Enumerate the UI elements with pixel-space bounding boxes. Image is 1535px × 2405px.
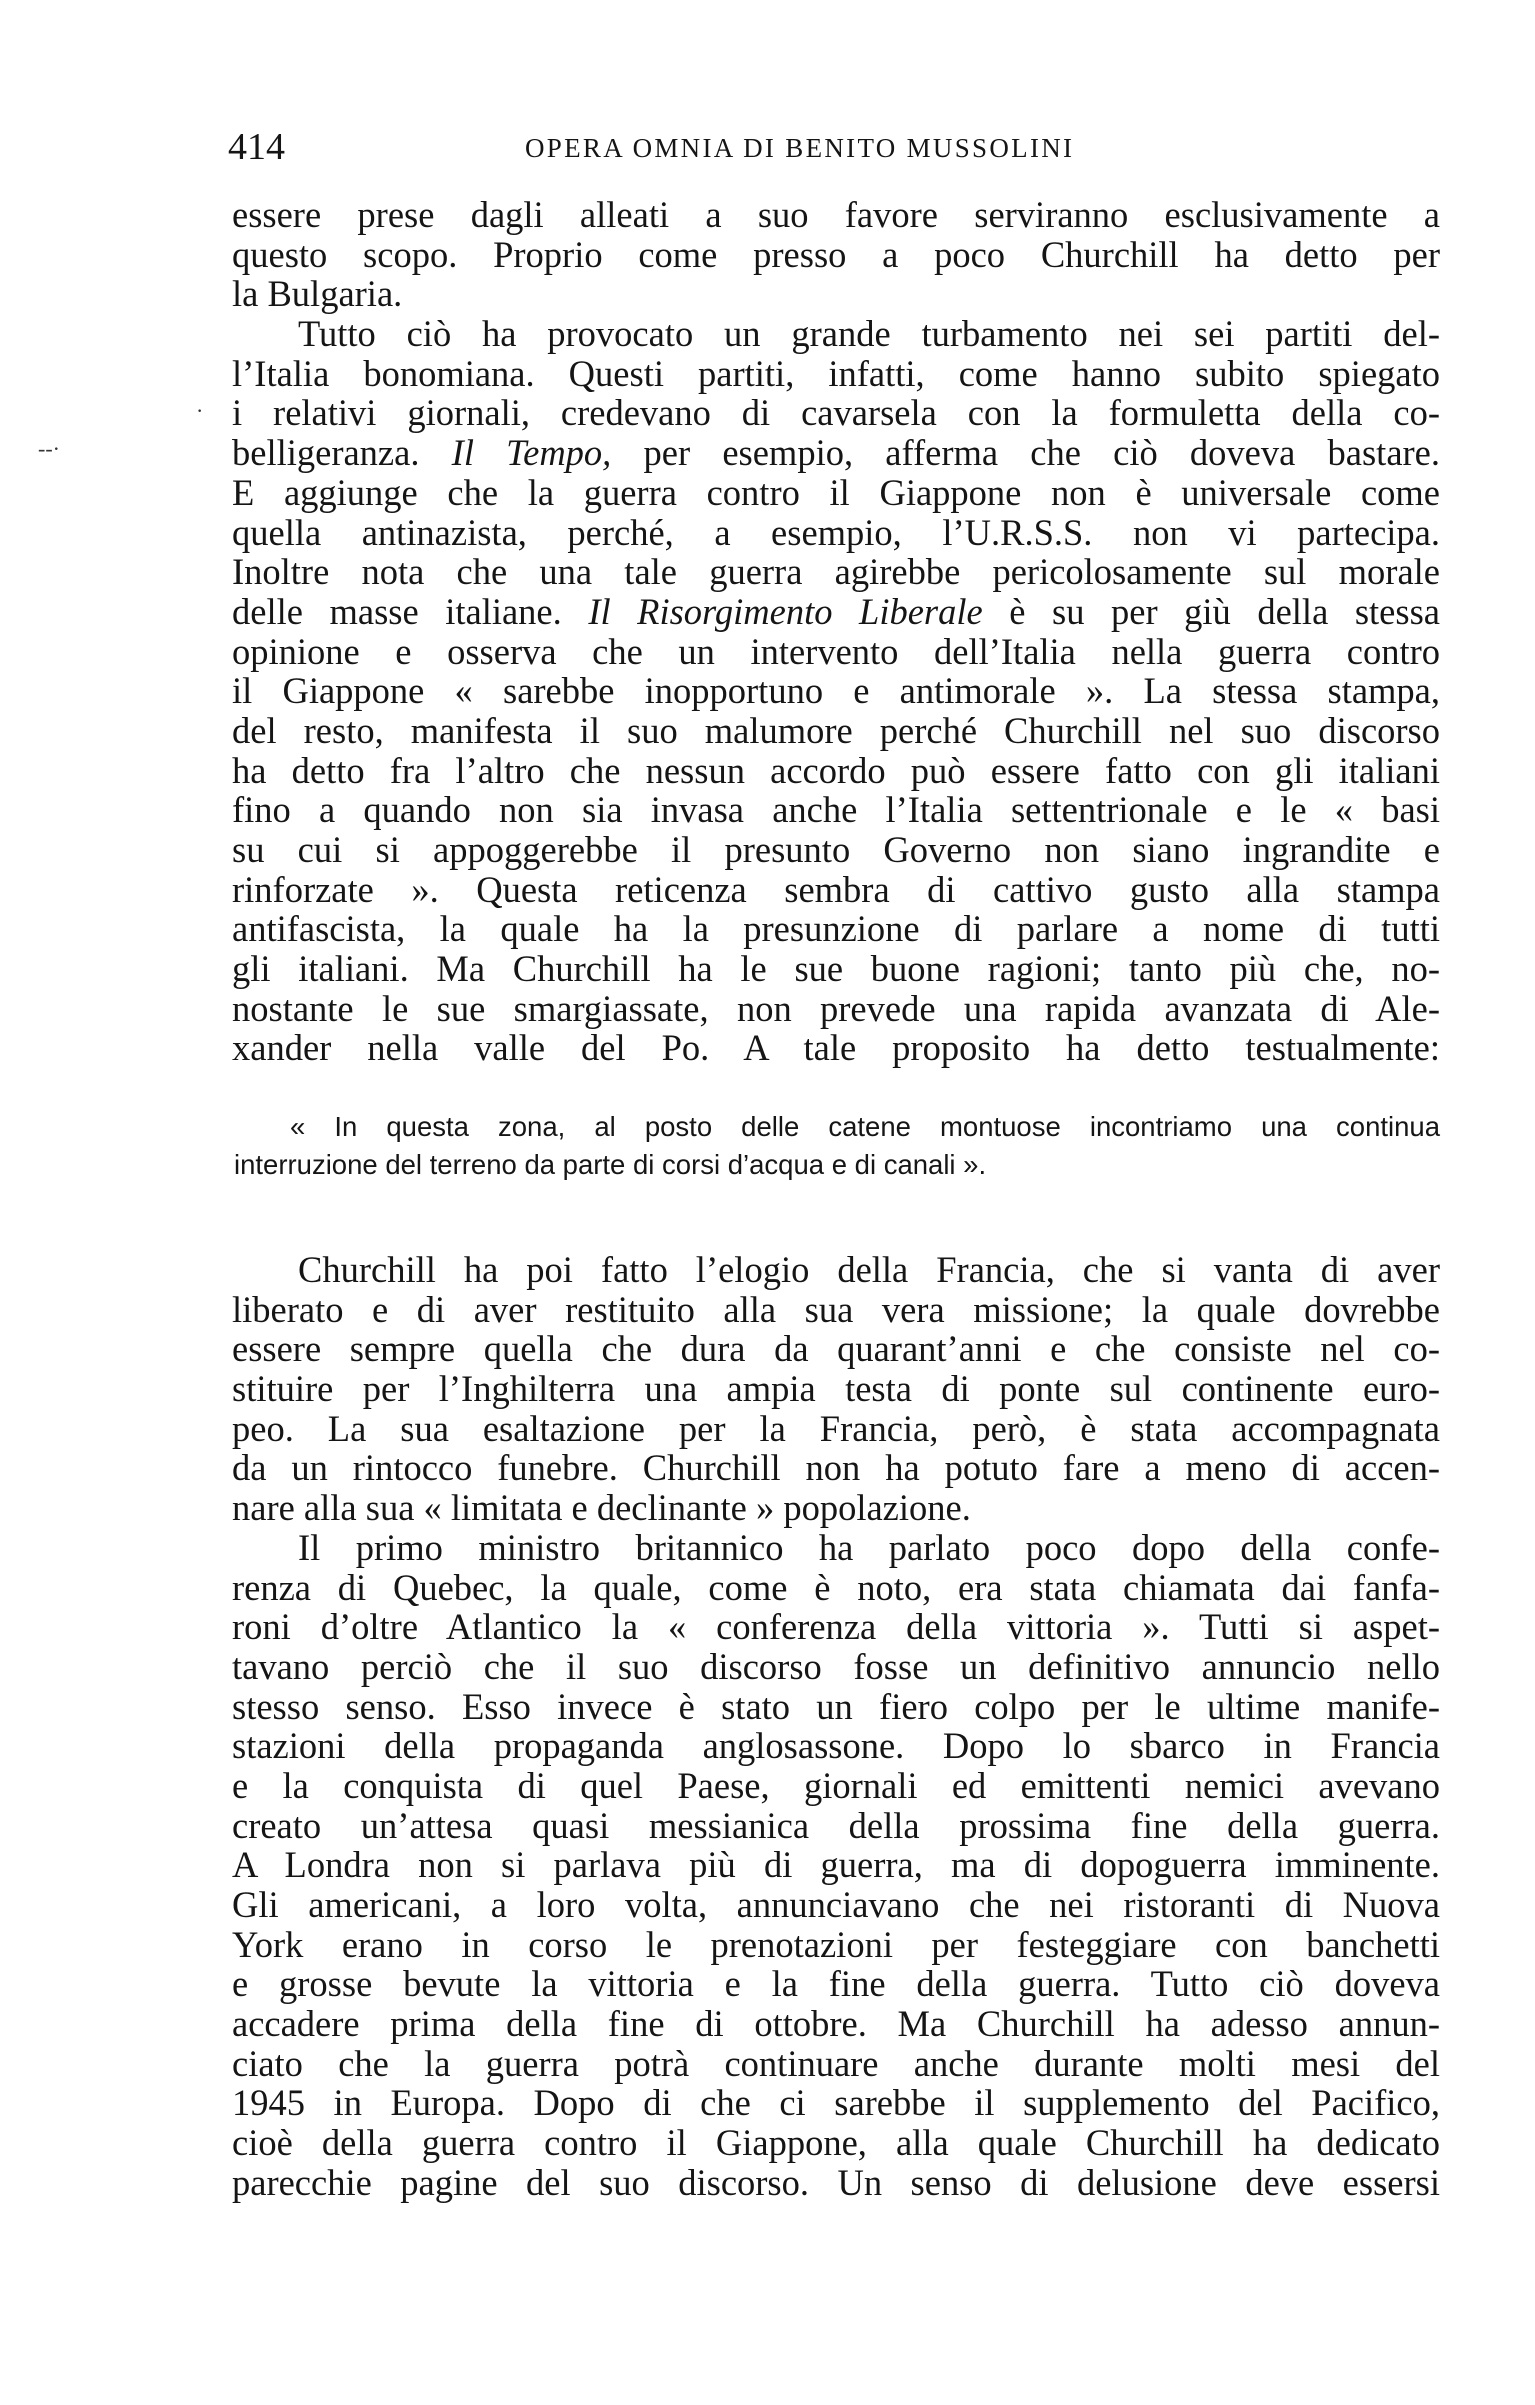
text-line: opinione e osserva che un intervento dell’Italia nella guerra contro (232, 630, 1440, 672)
quote-line: « In questa zona, al posto delle catene montuose incontriamo una continua (290, 1111, 1440, 1142)
text-line: nostante le sue smargiassate, non prevede una rapida avanzata di Ale- (232, 987, 1440, 1029)
text-line: Inoltre nota che una tale guerra agirebbe pericolosamente sul morale (232, 551, 1440, 593)
text-line: creato un’attesa quasi messianica della prossima fine della guerra. (232, 1804, 1440, 1846)
text-line: essere sempre quella che dura da quarant’anni e che consiste nel co- (232, 1328, 1440, 1370)
text-line: stituire per l’Inghilterra una ampia testa di ponte sul continente euro- (232, 1368, 1440, 1410)
text-line: 1945 in Europa. Dopo di che ci sarebbe il supplemento del Pacifico, (232, 2082, 1440, 2124)
text-line: cioè della guerra contro il Giappone, alla quale Churchill ha dedicato (232, 2122, 1440, 2164)
text-line: York erano in corso le prenotazioni per festeggiare con banchetti (232, 1923, 1440, 1965)
text-line (232, 433, 1440, 473)
text-line: essere prese dagli alleati a suo favore serviranno esclusivamente a (232, 194, 1440, 235)
page-number: 414 (228, 126, 285, 168)
text-line: i relativi giornali, credevano di cavarsela con la formuletta della co- (232, 392, 1440, 434)
margin-mark: --· (38, 436, 60, 461)
running-head (228, 122, 1440, 172)
text-fragment: è su per giù della stessa (1009, 590, 1440, 632)
text-line: accadere prima della fine di ottobre. Ma Churchill ha adesso annun- (232, 2003, 1440, 2045)
text-line: gli italiani. Ma Churchill ha le sue buone ragioni; tanto più che, no- (232, 948, 1440, 990)
text-line: nare alla sua « limitata e declinante » popolazione. (232, 1487, 971, 1529)
text-line: rinforzate ». Questa reticenza sembra di cattivo gusto alla stampa (232, 868, 1440, 910)
text-line: E aggiunge che la guerra contro il Giappone non è universale come (232, 471, 1440, 513)
text-line: Il primo ministro britannico ha parlato poco dopo della confe- (298, 1526, 1440, 1568)
text-line: e la conquista di quel Paese, giornali ed emittenti nemici avevano (232, 1764, 1440, 1806)
text-line (232, 592, 1440, 632)
text-line: parecchie pagine del suo discorso. Un senso di delusione deve essersi (232, 2161, 1440, 2203)
text-line: stazioni della propaganda anglosassone. Dopo lo sbarco in Francia (232, 1725, 1440, 1767)
text-line: peo. La sua esaltazione per la Francia, però, è stata accompagnata (232, 1407, 1440, 1449)
newspaper-title: Il Tempo, (451, 432, 612, 474)
text-line: fino a quando non sia invasa anche l’Italia settentrionale e le « basi (232, 789, 1440, 831)
text-fragment: belligeranza. (232, 432, 420, 474)
text-line: da un rintocco funebre. Churchill non ha potuto fare a meno di accen- (232, 1447, 1440, 1489)
text-line: quella antinazista, perché, a esempio, l’U.R.S.S. non vi partecipa. (232, 511, 1440, 553)
text-line: Gli americani, a loro volta, annunciavano che nei ristoranti di Nuova (232, 1884, 1440, 1925)
text-line: e grosse bevute la vittoria e la fine della guerra. Tutto ciò doveva (232, 1963, 1440, 2005)
text-line: Tutto ciò ha provocato un grande turbamento nei sei partiti del- (298, 313, 1440, 355)
text-line: Churchill ha poi fatto l’elogio della Francia, che si vanta di aver (298, 1249, 1440, 1290)
text-line: roni d’oltre Atlantico la « conferenza della vittoria ». Tutti si aspet- (232, 1606, 1440, 1648)
text-line: la Bulgaria. (232, 273, 403, 315)
text-line: stesso senso. Esso invece è stato un fiero colpo per le ultime manife- (232, 1685, 1440, 1727)
text-line: del resto, manifesta il suo malumore perché Churchill nel suo discorso (232, 709, 1440, 751)
text-line: A Londra non si parlava più di guerra, ma di dopoguerra imminente. (232, 1844, 1440, 1886)
text-line: l’Italia bonomiana. Questi partiti, infatti, come hanno subito spiegato (232, 352, 1440, 394)
paragraph-block-2 (232, 1250, 1440, 2203)
paragraph-block-1 (232, 195, 1440, 1068)
quote-line: interruzione del terreno da parte di corsi d’acqua e di canali ». (234, 1149, 987, 1180)
text-line: ha detto fra l’altro che nessun accordo può essere fatto con gli italiani (232, 749, 1440, 791)
text-fragment: delle masse italiane. (232, 590, 562, 632)
text-line: renza di Quebec, la quale, come è noto, era stata chiamata dai fanfa- (232, 1566, 1440, 1608)
margin-mark: · (196, 398, 204, 423)
newspaper-title: Il Risorgimento Liberale (588, 590, 983, 632)
text-line: liberato e di aver restituito alla sua vera missione; la quale dovrebbe (232, 1288, 1440, 1330)
text-line: questo scopo. Proprio come presso a poco Churchill ha detto per (232, 233, 1440, 275)
text-line: antifascista, la quale ha la presunzione di parlare a nome di tutti (232, 908, 1440, 950)
text-line: ciato che la guerra potrà continuare anche durante molti mesi del (232, 2042, 1440, 2084)
text-fragment: per esempio, afferma che ciò doveva bastare. (643, 432, 1440, 474)
text-line: tavano perciò che il suo discorso fosse un definitivo annuncio nello (232, 1645, 1440, 1687)
block-quote (234, 1108, 1440, 1184)
text-line: su cui si appoggerebbe il presunto Governo non siano ingrandite e (232, 829, 1440, 870)
text-line: il Giappone « sarebbe inopportuno e antimorale ». La stessa stampa, (232, 670, 1440, 712)
text-line: xander nella valle del Po. A tale proposito ha detto testualmente: (232, 1027, 1440, 1069)
running-title: OPERA OMNIA DI BENITO MUSSOLINI (525, 133, 1075, 163)
